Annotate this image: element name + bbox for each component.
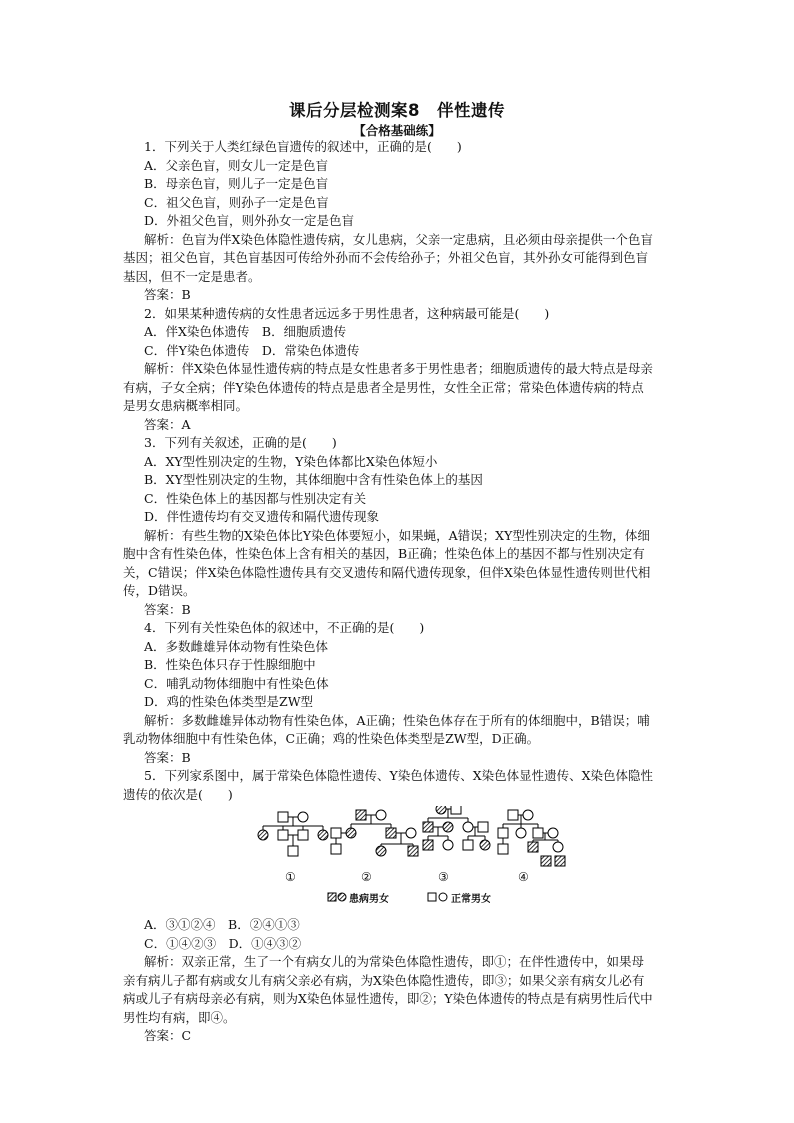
pedigree-3 bbox=[423, 806, 490, 850]
pedigree-label-3: ③ bbox=[438, 870, 449, 884]
q5-options-ab: A．③①②④ B．②④①③ bbox=[144, 917, 300, 932]
content-body bbox=[123, 138, 655, 1046]
q2-analysis: 解析：伴X染色体显性遗传病的特点是女性患者多于男性患者；细胞质遗传的最大特点是母亲有病，子女全病；伴Y染色体遗传的特点是患者全是男性，女性全正常；常染色体遗传病的特点是男女患病概率相同。 bbox=[123, 361, 653, 413]
q4-option-b: B．性染色体只存于性腺细胞中 bbox=[144, 657, 316, 672]
q3-analysis: 解析：有些生物的X染色体比Y染色体要短小，如果蝇，A错误；XY型性别决定的生物，体细胞中含有性染色体，性染色体上含有相关的基因，B正确；性染色体上的基因不都与性别决定有关，C错误；伴X染色体隐性遗传具有交叉遗传和隔代遗传现象，但伴X染色体显性遗传则世代相传，D错误。 bbox=[123, 527, 651, 598]
q2-options-cd: C．伴Y染色体遗传 D．常染色体遗传 bbox=[144, 342, 360, 358]
question-5-stem: 5．下列家系图中，属于常染色体隐性遗传、Y染色体遗传、X染色体显性遗传、X染色体隐性遗传的依次是( ) bbox=[123, 768, 654, 802]
q5-options-cd: C．①④②③ D．①④③② bbox=[144, 935, 302, 951]
legend-normal: 正常男女 bbox=[451, 894, 491, 905]
q3-option-d: D．伴性遗传均有交叉遗传和隔代遗传现象 bbox=[144, 509, 380, 524]
q4-option-c: C．哺乳动物体细胞中有性染色体 bbox=[144, 675, 329, 691]
q1-option-c: C．祖父色盲，则孙子一定是色盲 bbox=[144, 194, 329, 210]
q3-option-a: A．XY型性别决定的生物，Y染色体都比X染色体短小 bbox=[144, 453, 438, 469]
q1-option-b: B．母亲色盲，则儿子一定是色盲 bbox=[144, 176, 329, 191]
q4-analysis: 解析：多数雌雄异体动物有性染色体，A正确；性染色体存在于所有的体细胞中，B错误；哺乳动物体细胞中有性染色体，C正确；鸡的性染色体类型是ZW型，D正确。 bbox=[123, 712, 650, 746]
q2-options-ab: A．伴X染色体遗传 B．细胞质遗传 bbox=[144, 324, 347, 339]
section-heading: 【合格基础练】 bbox=[353, 123, 441, 138]
pedigree-label-2: ② bbox=[361, 870, 372, 884]
q1-option-a: A．父亲色盲，则女儿一定是色盲 bbox=[144, 157, 329, 173]
q3-option-c: C．性染色体上的基因都与性别决定有关 bbox=[144, 490, 367, 506]
q3-option-b: B．XY型性别决定的生物，其体细胞中含有性染色体上的基因 bbox=[144, 472, 483, 487]
question-3-stem: 3．下列有关叙述，正确的是( ) bbox=[144, 435, 337, 450]
q2-answer: 答案：A bbox=[144, 416, 191, 432]
pedigree-label-4: ④ bbox=[518, 870, 529, 884]
q5-analysis: 解析：双亲正常，生了一个有病女儿的为常染色体隐性遗传，即①；在伴性遗传中，如果母亲有病儿子都有病或女儿有病父亲必有病，为X染色体隐性遗传，即③；如果父亲有病女儿必有病或儿子有病母亲必有病，则为X染色体显性遗传，即②；Y染色体遗传的特点是有病男性后代中男性均有病，即④。 bbox=[123, 954, 653, 1025]
pedigree-figure bbox=[123, 806, 655, 916]
legend-affected: 患病男女 bbox=[349, 894, 389, 905]
question-1-stem: 1．下列关于人类红绿色盲遗传的叙述中，正确的是( ) bbox=[144, 139, 462, 154]
q4-answer: 答案：B bbox=[144, 749, 191, 765]
q1-answer: 答案：B bbox=[144, 287, 191, 302]
pedigree-4 bbox=[498, 810, 565, 866]
pedigree-diagrams bbox=[123, 806, 655, 916]
q4-option-d: D．鸡的性染色体类型是ZW型 bbox=[144, 694, 314, 709]
question-4-stem: 4．下列有关性染色体的叙述中，不正确的是( ) bbox=[144, 620, 425, 635]
question-2-stem: 2．如果某种遗传病的女性患者远远多于男性患者，这种病最可能是( ) bbox=[144, 305, 550, 321]
pedigree-2 bbox=[331, 810, 418, 856]
q5-answer: 答案：C bbox=[144, 1028, 192, 1043]
page-title: 课后分层检测案8 伴性遗传 bbox=[289, 101, 505, 120]
q4-option-a: A．多数雌雄异体动物有性染色体 bbox=[144, 638, 329, 654]
q3-answer: 答案：B bbox=[144, 601, 191, 617]
pedigree-1 bbox=[258, 812, 328, 856]
pedigree-label-1: ① bbox=[285, 870, 296, 884]
q1-option-d: D．外祖父色盲，则外孙女一定是色盲 bbox=[144, 213, 355, 228]
q1-analysis: 解析：色盲为伴X染色体隐性遗传病，女儿患病，父亲一定患病，且必须由母亲提供一个色盲基因；祖父色盲，其色盲基因可传给外孙而不会传给孙子；外祖父色盲，其外孙女可能得到色盲基因，但不一定是患者。 bbox=[123, 231, 653, 284]
